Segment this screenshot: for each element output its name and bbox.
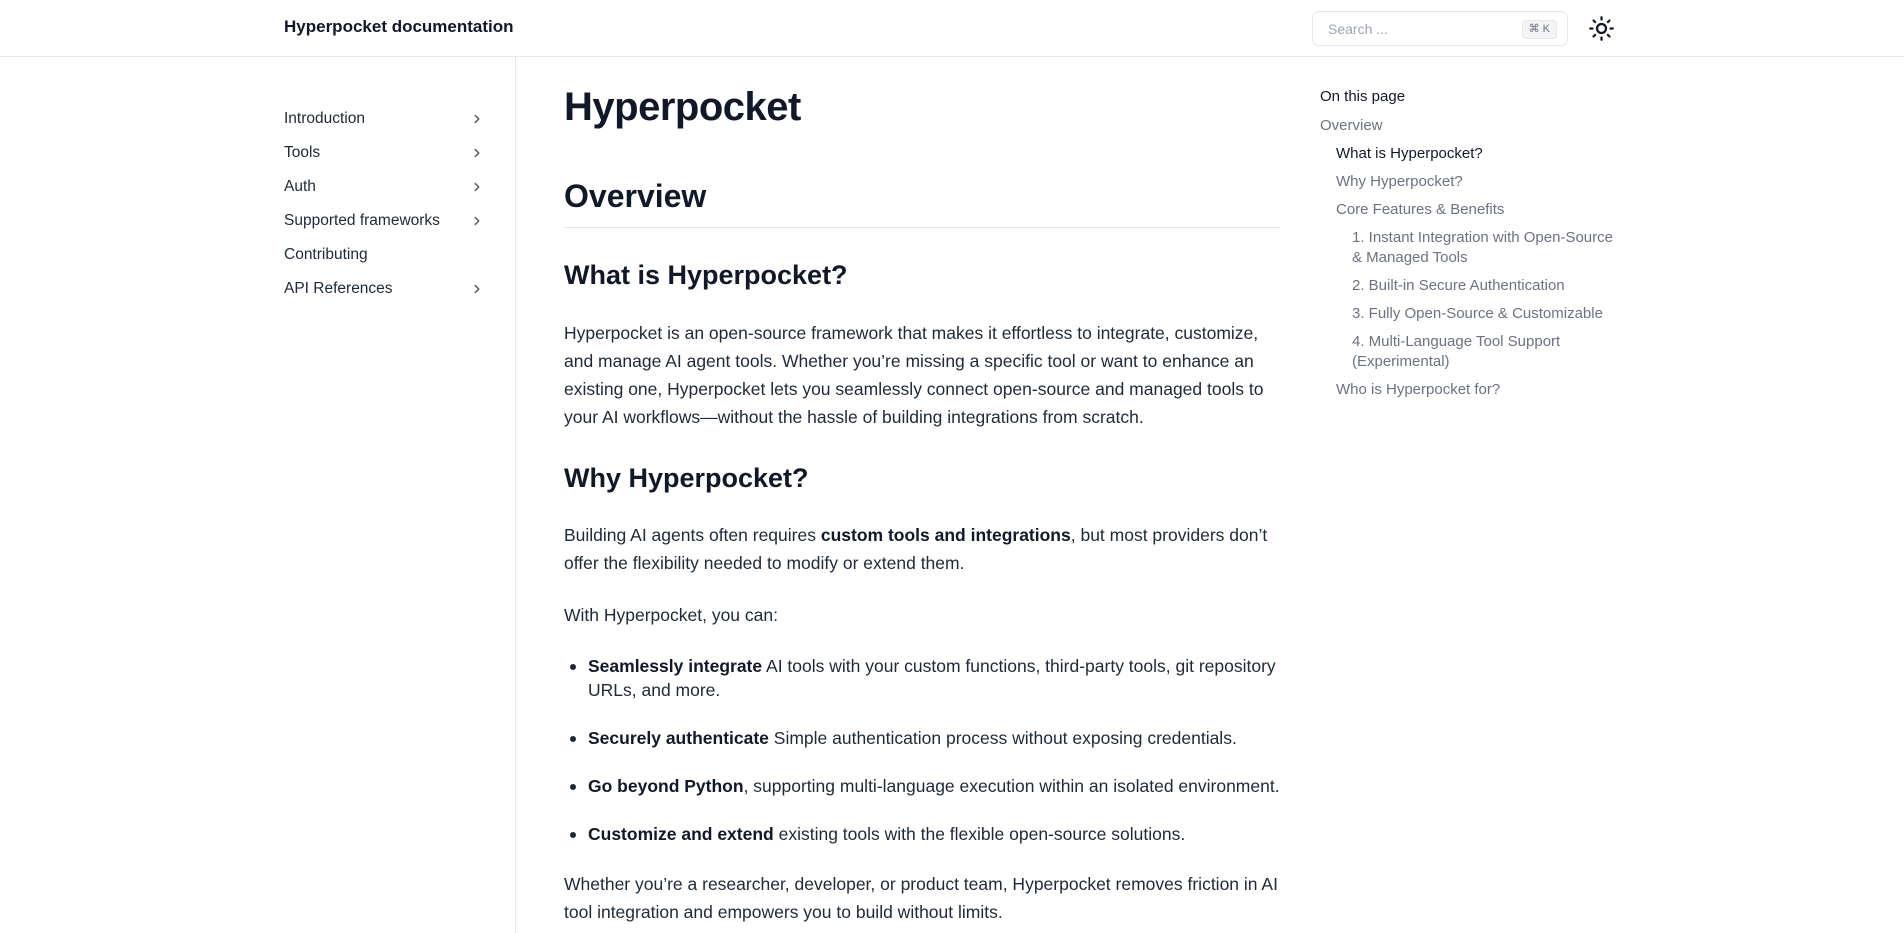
- bullet-bold: Go beyond Python: [588, 776, 744, 796]
- search-placeholder: Search ...: [1328, 21, 1388, 37]
- bullet-bold: Seamlessly integrate: [588, 656, 763, 676]
- toc-link-multi-language[interactable]: 4. Multi-Language Tool Support (Experimental): [1352, 333, 1561, 370]
- site-title[interactable]: Hyperpocket documentation: [284, 17, 514, 36]
- list-item: [588, 774, 1288, 798]
- sidebar-item-introduction[interactable]: [284, 105, 484, 133]
- toc-link-core-features[interactable]: Core Features & Benefits: [1336, 201, 1505, 218]
- toc-link-open-source[interactable]: 3. Fully Open-Source & Customizable: [1352, 305, 1603, 322]
- theme-toggle-button[interactable]: [1588, 15, 1615, 42]
- why-heading: Why Hyperpocket?: [564, 463, 809, 493]
- bullet-bold: Securely authenticate: [588, 728, 769, 748]
- chevron-right-icon: [470, 146, 484, 160]
- why-text-bold: custom tools and integrations: [820, 525, 1071, 545]
- bullet-text: Simple authentication process without exposing credentials.: [768, 728, 1237, 748]
- list-item: [588, 822, 1288, 846]
- chevron-right-icon: [470, 112, 484, 126]
- heading-divider: [564, 227, 1280, 228]
- closing-paragraph: Whether you’re a researcher, developer, or product team, Hyperpocket removes friction in AI tool integration and empowers you to build without limits.: [564, 874, 1278, 922]
- why-paragraph: [564, 521, 1280, 577]
- sidebar-item-supported-frameworks[interactable]: [284, 207, 484, 235]
- bullet-text: , supporting multi-language execution within an isolated environment.: [743, 776, 1280, 796]
- bullet-text: AI tools with your custom functions, third-party tools, git repository URLs, and more.: [588, 656, 1276, 700]
- why-text-prefix: Building AI agents often requires: [564, 525, 821, 545]
- sidebar-item-api-references[interactable]: [284, 275, 484, 303]
- with-hyperpocket-text: With Hyperpocket, you can:: [564, 605, 778, 625]
- sidebar-item-label: Tools: [284, 144, 321, 161]
- sidebar-item-auth[interactable]: [284, 173, 484, 201]
- top-header: [0, 0, 1904, 57]
- toc-link-why[interactable]: Why Hyperpocket?: [1336, 173, 1463, 190]
- sidebar-item-label: Contributing: [284, 246, 368, 263]
- sidebar-nav: [0, 57, 516, 933]
- sidebar-item-contributing[interactable]: [284, 241, 484, 269]
- overview-heading: Overview: [564, 178, 707, 214]
- what-is-paragraph: Hyperpocket is an open-source framework that makes it effortless to integrate, customize, and manage AI agent tools. Whether you’re missing a specific tool or want to enhance an existing one, Hyperpocket lets you seamlessly connect open-source and managed tools to your AI workflows—without the hassle of building integrations from scratch.: [564, 323, 1264, 427]
- chevron-right-icon: [470, 214, 484, 228]
- toc-link-what-is[interactable]: What is Hyperpocket?: [1336, 145, 1483, 162]
- chevron-right-icon: [470, 180, 484, 194]
- toc-link-instant-integration[interactable]: 1. Instant Integration with Open-Source & Managed Tools: [1352, 229, 1613, 266]
- search-input[interactable]: [1312, 11, 1568, 46]
- list-item: [588, 654, 1288, 702]
- sun-icon: [1588, 15, 1615, 42]
- why-text-suffix: , but most providers don’t offer the flexibility needed to modify or extend them.: [564, 525, 1268, 573]
- bullet-text: existing tools with the flexible open-source solutions.: [773, 824, 1186, 844]
- toc-link-who-for[interactable]: Who is Hyperpocket for?: [1336, 381, 1501, 398]
- page-title: Hyperpocket: [564, 85, 801, 129]
- sidebar-item-label: Introduction: [284, 110, 365, 127]
- what-is-heading: What is Hyperpocket?: [564, 260, 848, 290]
- sidebar-item-label: API References: [284, 280, 393, 297]
- sidebar-item-tools[interactable]: [284, 139, 484, 167]
- chevron-right-icon: [470, 282, 484, 296]
- toc-link-overview[interactable]: Overview: [1320, 117, 1383, 134]
- search-shortcut-badge: ⌘ K: [1522, 20, 1557, 39]
- list-item: [588, 726, 1288, 750]
- sidebar-item-label: Supported frameworks: [284, 212, 440, 229]
- toc-title: On this page: [1320, 88, 1406, 105]
- sidebar-item-label: Auth: [284, 178, 316, 195]
- toc-link-secure-auth[interactable]: 2. Built-in Secure Authentication: [1352, 277, 1565, 294]
- bullet-bold: Customize and extend: [588, 824, 774, 844]
